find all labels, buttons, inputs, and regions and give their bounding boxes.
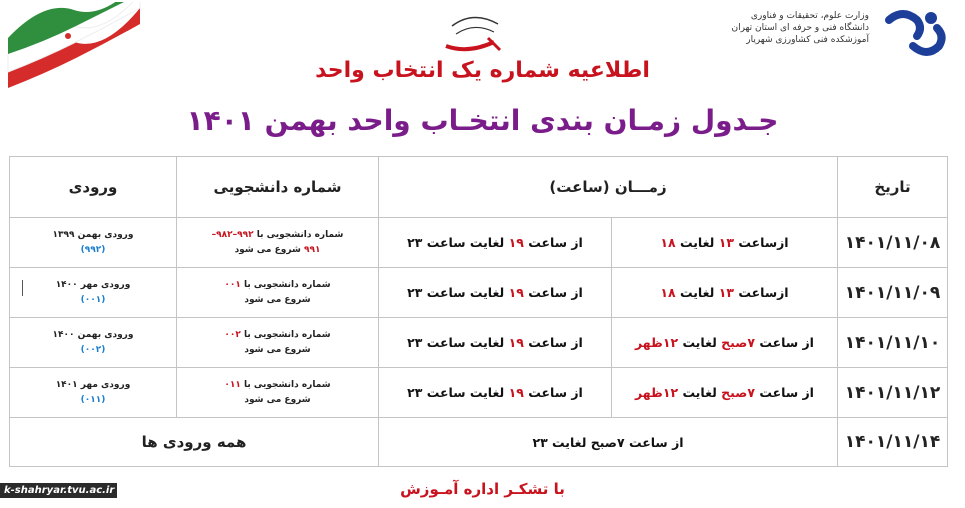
footer-thanks: با تشکـر اداره آمـوزش	[400, 480, 565, 498]
time-slot-2: از ساعت ۱۹ لغایت ساعت ۲۳	[379, 218, 612, 268]
all-entries-cell: همه ورودی ها	[10, 418, 379, 467]
date-cell: ۱۴۰۱/۱۱/۱۲	[838, 368, 948, 418]
date-cell: ۱۴۰۱/۱۱/۰۹	[838, 268, 948, 318]
date-cell: ۱۴۰۱/۱۱/۱۰	[838, 318, 948, 368]
notice-title: اطلاعیه شماره یک انتخاب واحد	[315, 58, 650, 83]
table-row	[10, 318, 948, 368]
student-number-cell: شماره دانشجویی با ۰۰۱ شروع می شود	[177, 268, 379, 318]
ministry-line: آموزشکده فنی کشاورزی شهریار	[746, 35, 869, 45]
student-number-cell: شماره دانشجویی با ۹۹۲–۹۸۲– ۹۹۱ شروع می شود	[177, 218, 379, 268]
time-slot-2: از ساعت ۱۹ لغایت ساعت ۲۳	[379, 368, 612, 418]
date-cell: ۱۴۰۱/۱۱/۰۸	[838, 218, 948, 268]
entry-header: ورودی	[10, 157, 177, 218]
slogan-logo	[438, 6, 508, 56]
date-header: تاریخ	[838, 157, 948, 218]
schedule-table	[9, 156, 948, 467]
ministry-line: وزارت علوم، تحقیقات و فناوری	[750, 11, 869, 21]
time-slot-all: از ساعت ۷صبح لغایت ۲۳	[379, 418, 838, 467]
date-cell: ۱۴۰۱/۱۱/۱۴	[838, 418, 948, 467]
time-slot-1: ازساعت ۱۳ لغایت ۱۸	[612, 268, 838, 318]
entry-cell: ورودی مهر ۱۴۰۱ (۰۱۱)	[10, 368, 177, 418]
table-header-row	[10, 157, 948, 218]
table-row	[10, 418, 948, 467]
ministry-text	[649, 10, 869, 46]
table-row	[10, 218, 948, 268]
student-number-header: شماره دانشجویی	[177, 157, 379, 218]
time-header: زمـــان (ساعت)	[379, 157, 838, 218]
time-slot-1: از ساعت ۷صبح لغایت ۱۲ظهر	[612, 368, 838, 418]
entry-cell: ورودی بهمن ۱۴۰۰ (۰۰۲)	[10, 318, 177, 368]
time-slot-2: از ساعت ۱۹ لغایت ساعت ۲۳	[379, 268, 612, 318]
time-slot-1: از ساعت ۷صبح لغایت ۱۲ظهر	[612, 318, 838, 368]
site-url-badge[interactable]: k-shahryar.tvu.ac.ir	[0, 483, 117, 498]
ministry-line: دانشگاه فنی و حرفه ای استان تهران	[731, 23, 869, 33]
text-cursor	[22, 280, 23, 296]
student-number-cell: شماره دانشجویی با ۰۰۲ شروع می شود	[177, 318, 379, 368]
table-row	[10, 268, 948, 318]
table-row	[10, 368, 948, 418]
entry-cell: ورودی مهر ۱۴۰۰ (۰۰۱)	[10, 268, 177, 318]
page-title: جـدول زمـان بندی انتخـاب واحد بهمن ۱۴۰۱	[186, 104, 779, 137]
student-number-cell: شماره دانشجویی با ۰۱۱ شروع می شود	[177, 368, 379, 418]
time-slot-1: ازساعت ۱۳ لغایت ۱۸	[612, 218, 838, 268]
university-logo-icon	[879, 6, 949, 62]
time-slot-2: از ساعت ۱۹ لغایت ساعت ۲۳	[379, 318, 612, 368]
entry-cell: ورودی بهمن ۱۳۹۹ (۹۹۲)	[10, 218, 177, 268]
